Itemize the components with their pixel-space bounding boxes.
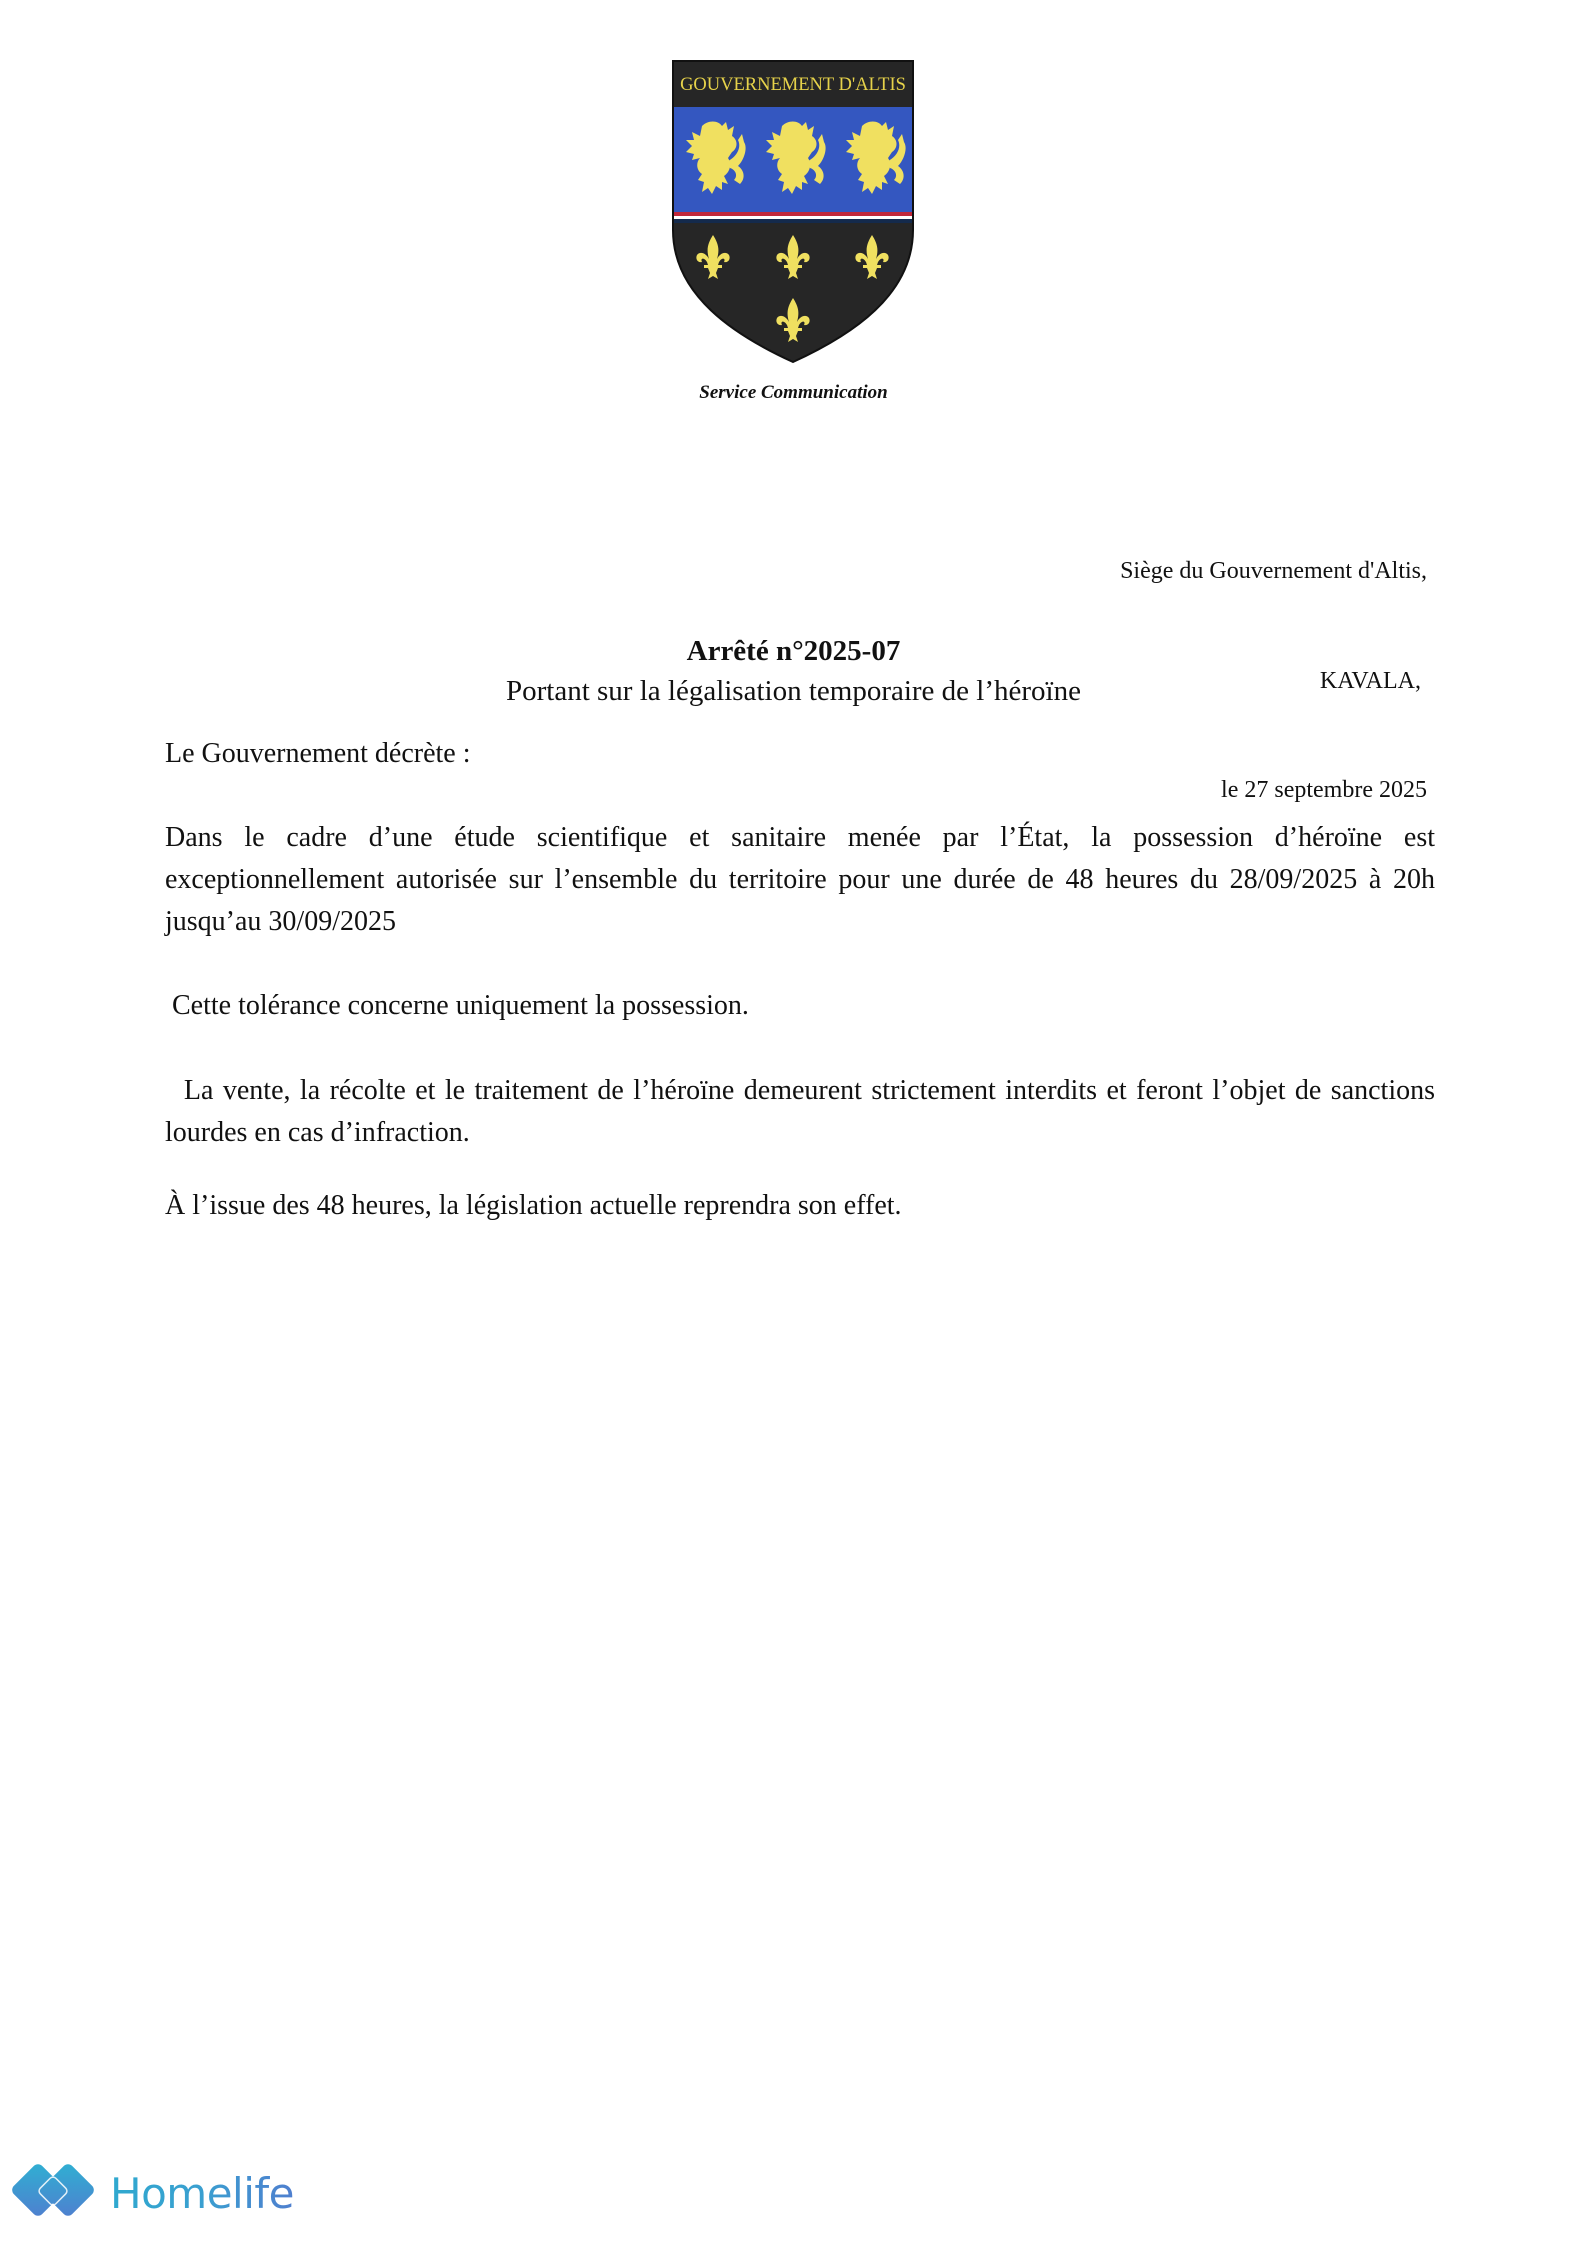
decree-paragraph: Cette tolérance concerne uniquement la possession. [165, 990, 749, 1021]
homelife-brand-text: Homelife [110, 2168, 294, 2218]
decree-paragraph: À l’issue des 48 heures, la législation actuelle reprendra son effet. [165, 1190, 902, 1221]
coat-of-arms-icon [672, 60, 914, 364]
address-line-date: le 27 septembre 2025 [1221, 777, 1427, 803]
decree-intro: Le Gouvernement décrète : [165, 738, 471, 769]
homelife-watermark [8, 2156, 294, 2230]
decree-title: Arrêté n°2025-07 [686, 635, 901, 667]
decree-subtitle: Portant sur la légalisation temporaire de l’héroïne [506, 675, 1081, 707]
address-line-seat: Siège du Gouvernement d'Altis, [1120, 558, 1427, 584]
decree-paragraph: Dans le cadre d’une étude scientifique et sanitaire menée par l’État, la possession d’héroïne est exceptionnellement autorisée sur l’ensemble du territoire pour une durée de 48 heures du 28/09/2025 à 20h jusqu’au 30/09/2025 [165, 822, 1442, 937]
crest-banner-text: GOUVERNEMENT D'ALTIS [680, 75, 906, 95]
homelife-logo-icon [8, 2156, 108, 2230]
service-label: Service Communication [699, 382, 888, 403]
address-line-city: KAVALA, [1319, 667, 1427, 694]
decree-paragraph: La vente, la récolte et le traitement de l’héroïne demeurent strictement interdits et feront l’objet de sanctions lourdes en cas d’infraction. [165, 1075, 1442, 1148]
government-crest [672, 60, 914, 364]
